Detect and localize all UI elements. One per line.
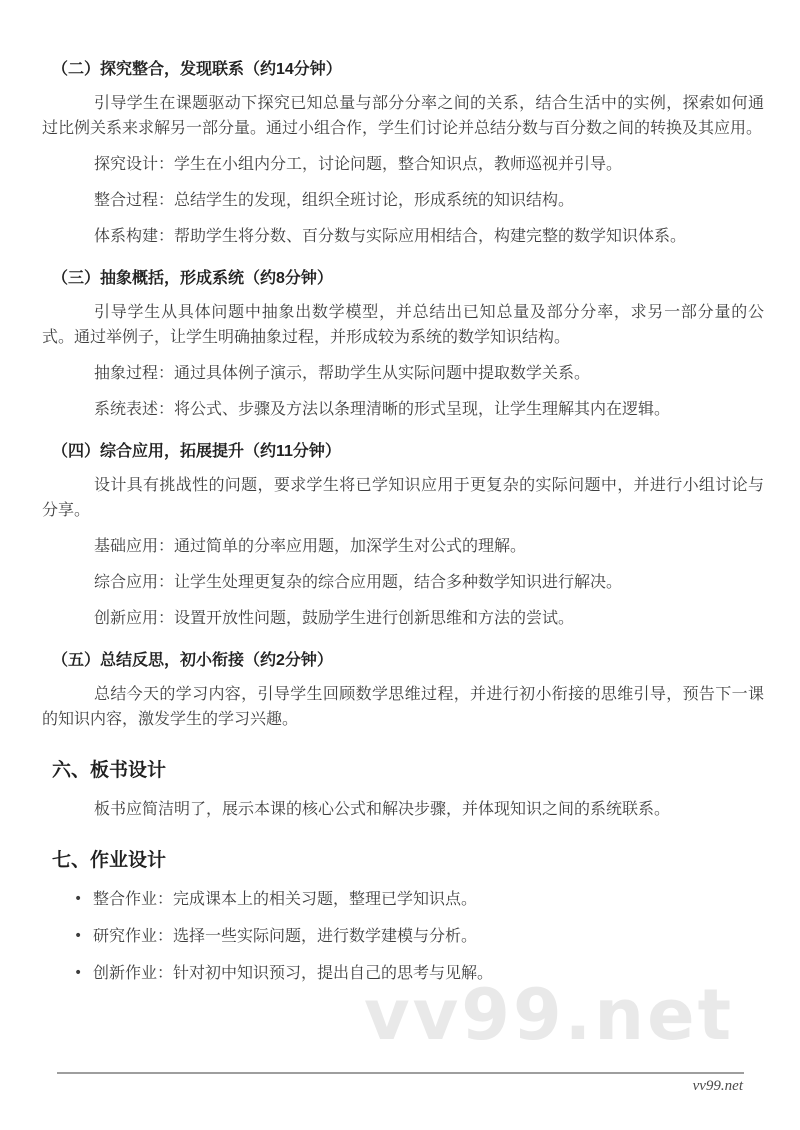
- footer-site-label: vv99.net: [692, 1078, 743, 1094]
- bullet-icon: •: [74, 965, 83, 981]
- body-paragraph: 引导学生在课题驱动下探究已知总量与部分分率之间的关系，结合生活中的实例，探索如何通过比例关系来求解另一部分量。通过小组合作，学生们讨论并总结分数与百分数之间的转换及其应用。: [42, 95, 764, 137]
- subsection-heading-stage5: （五）总结反思，初小衔接（约2分钟）: [52, 652, 333, 669]
- body-paragraph: 设计具有挑战性的问题，要求学生将已学知识应用于更复杂的实际问题中，并进行小组讨论与分享。: [42, 477, 764, 519]
- subsection-heading-stage3: （三）抽象概括，形成系统（约8分钟）: [52, 270, 333, 287]
- footer-divider: [57, 1072, 744, 1074]
- subsection-heading-stage4: （四）综合应用，拓展提升（约11分钟）: [52, 443, 341, 460]
- body-paragraph: 整合过程：总结学生的发现，组织全班讨论，形成系统的知识结构。: [94, 192, 575, 209]
- body-paragraph: 综合应用：让学生处理更复杂的综合应用题，结合多种数学知识进行解决。: [94, 574, 623, 591]
- major-heading-board-design: 六、板书设计: [52, 760, 167, 781]
- bullet-icon: •: [74, 891, 83, 907]
- homework-list: [42, 887, 764, 986]
- body-paragraph: 系统表述：将公式、步骤及方法以条理清晰的形式呈现，让学生理解其内在逻辑。: [94, 401, 671, 418]
- body-paragraph: 引导学生从具体问题中抽象出数学模型，并总结出已知总量及部分分率，求另一部分量的公式。通过举例子，让学生明确抽象过程，并形成较为系统的数学知识结构。: [42, 304, 764, 346]
- body-paragraph: 总结今天的学习内容，引导学生回顾数学思维过程，并进行初小衔接的思维引导，预告下一课的知识内容，激发学生的学习兴趣。: [42, 686, 764, 728]
- watermark: vv99.net: [364, 974, 735, 1056]
- body-paragraph: 板书应简洁明了，展示本课的核心公式和解决步骤，并体现知识之间的系统联系。: [94, 801, 671, 818]
- body-paragraph: 基础应用：通过简单的分率应用题，加深学生对公式的理解。: [94, 538, 527, 555]
- list-item-text: 创新作业：针对初中知识预习，提出自己的思考与见解。: [93, 965, 494, 982]
- list-item-text: 整合作业：完成课本上的相关习题，整理已学知识点。: [93, 891, 478, 908]
- subsection-heading-stage2: （二）探究整合，发现联系（约14分钟）: [52, 61, 342, 78]
- major-heading-homework-design: 七、作业设计: [52, 850, 167, 871]
- list-item: [74, 961, 764, 986]
- body-paragraph: 创新应用：设置开放性问题，鼓励学生进行创新思维和方法的尝试。: [94, 610, 575, 627]
- bullet-icon: •: [74, 928, 83, 944]
- list-item-text: 研究作业：选择一些实际问题，进行数学建模与分析。: [93, 928, 478, 945]
- body-paragraph: 探究设计：学生在小组内分工，讨论问题，整合知识点，教师巡视并引导。: [94, 156, 623, 173]
- body-paragraph: 体系构建：帮助学生将分数、百分数与实际应用相结合，构建完整的数学知识体系。: [94, 228, 687, 245]
- body-paragraph: 抽象过程：通过具体例子演示，帮助学生从实际问题中提取数学关系。: [94, 365, 591, 382]
- list-item: [74, 887, 764, 912]
- list-item: [74, 924, 764, 949]
